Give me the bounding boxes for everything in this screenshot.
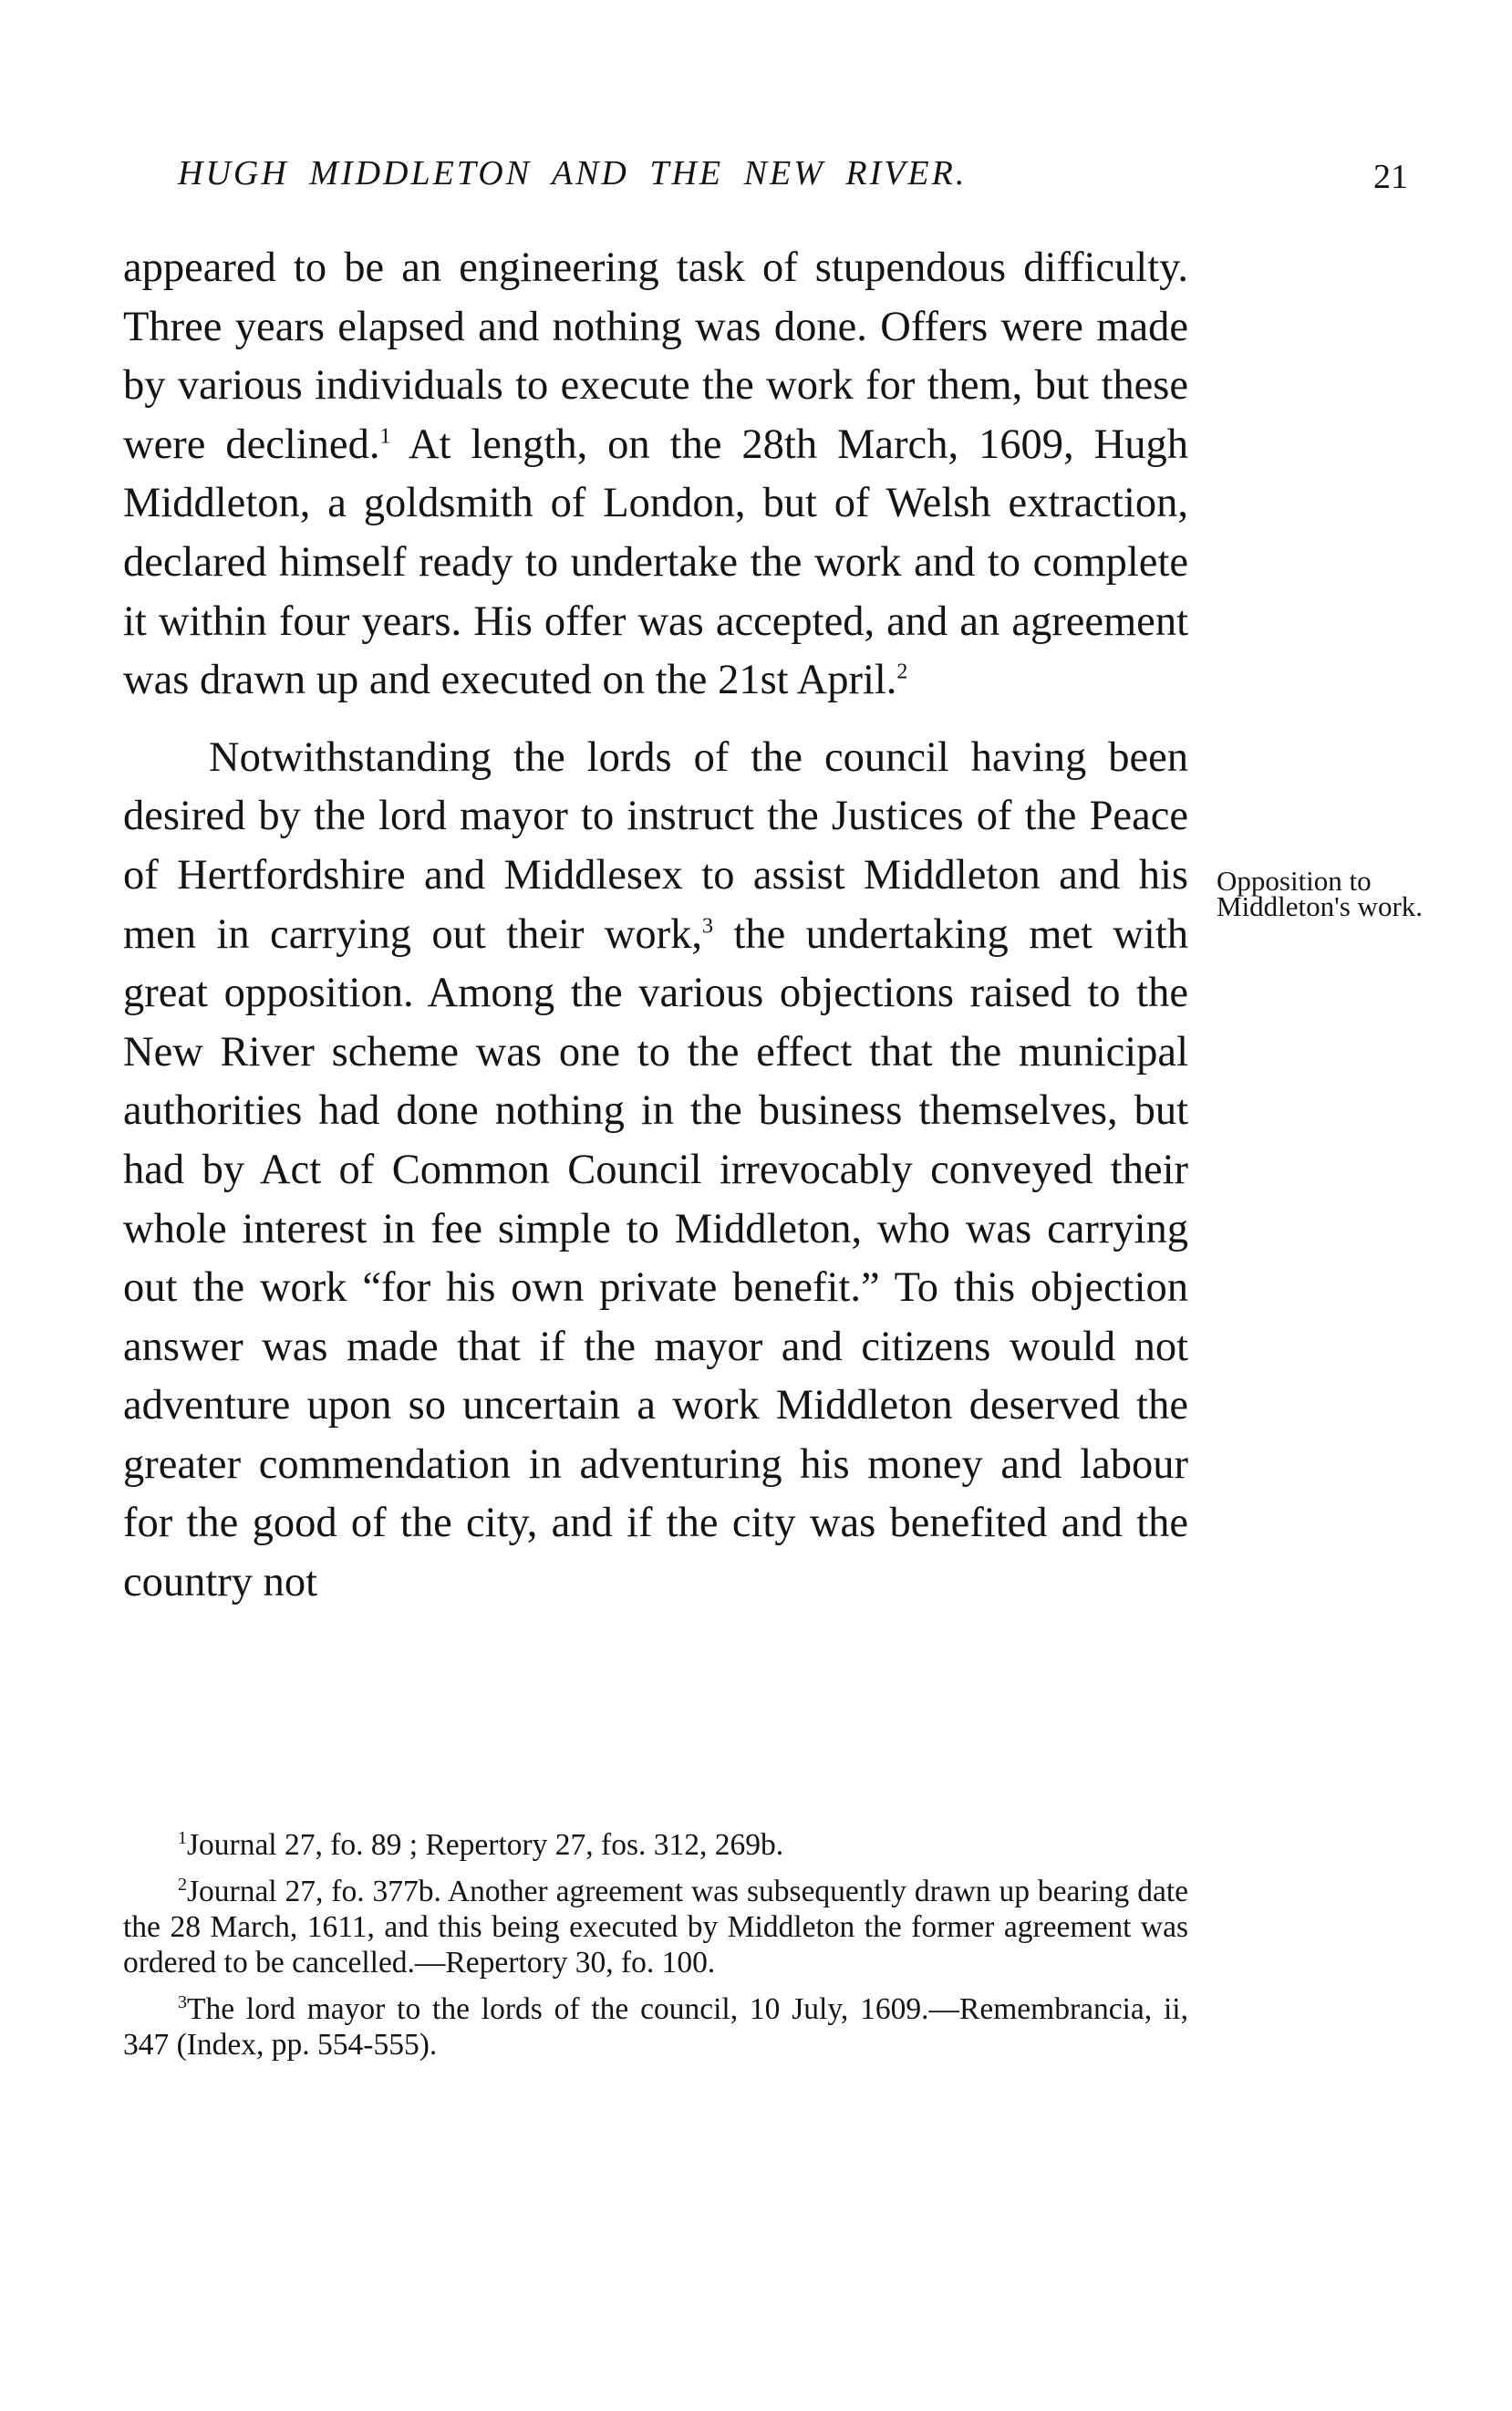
marginal-note: Opposition to Middleton's work. [1217, 865, 1424, 922]
paragraph-2-text-a: Notwithstanding the lords of the council having been desired by the lord mayor to instruct the Justices of the Peace of Hertfordshire and Middlesex to assist Middleton and his men in carrying out their work, [123, 733, 1188, 958]
footnote-2-mark: 2 [178, 1874, 187, 1895]
footnote-3-mark: 3 [178, 1991, 187, 2012]
paragraph-1 [123, 239, 1188, 711]
footnotes [123, 1827, 1188, 2073]
footnote-ref-1: 1 [379, 424, 391, 449]
footnote-2 [123, 1874, 1188, 1980]
footnote-ref-3: 3 [702, 914, 714, 939]
paragraph-2-text-b: the undertaking met with great opposition. Among the various objections raised to the New River scheme was one to the effect that the municipal authorities had done nothing in the business themselves, but had by Act of Common Council irrevocably conveyed their whole interest in fee simple to Middleton, who was carrying out the work “for his own private benefit.” To this objection answer was made that if the mayor and citizens would not adventure upon so uncertain a work Middleton deserved the greater commendation in adventuring his money and labour for the good of the city, and if the city was benefited and the country not [123, 910, 1189, 1606]
footnote-ref-2: 2 [896, 660, 908, 684]
footnote-1-text: Journal 27, fo. 89 ; Repertory 27, fos. 312, 269b. [187, 1828, 784, 1862]
footnote-3-text: The lord mayor to the lords of the council, 10 July, 1609.—Remembrancia, ii, 347 (Index, pp. 554-555). [123, 1992, 1188, 2062]
page-number: 21 [1373, 158, 1408, 196]
paragraph-1-text-a: appeared to be an engineering task of stupendous difficulty. Three years elapsed and nothing was done. Offers were made by various individuals to execute the work for them, but these were declined. [123, 244, 1188, 468]
paragraph-1-text-b: At length, on the 28th March, 1609, Hugh Middleton, a goldsmith of London, but of Welsh extraction, declared himself ready to undertake the work and to complete it within four years. His offer was accepted, and an agreement was drawn up and executed on the 21st April. [123, 421, 1188, 704]
paragraph-2 [123, 729, 1188, 1613]
footnote-1 [123, 1827, 1188, 1863]
footnote-2-text: Journal 27, fo. 377b. Another agreement was subsequently drawn up bearing date the 28 March, 1611, and this being executed by Middleton the former agreement was ordered to be cancelled.—Repertory 30, fo. 100. [123, 1875, 1188, 1980]
running-head: HUGH MIDDLETON AND THE NEW RIVER. [178, 154, 968, 192]
footnote-1-mark: 1 [178, 1827, 187, 1848]
footnote-3 [123, 1991, 1188, 2063]
body-text [123, 239, 1188, 1613]
